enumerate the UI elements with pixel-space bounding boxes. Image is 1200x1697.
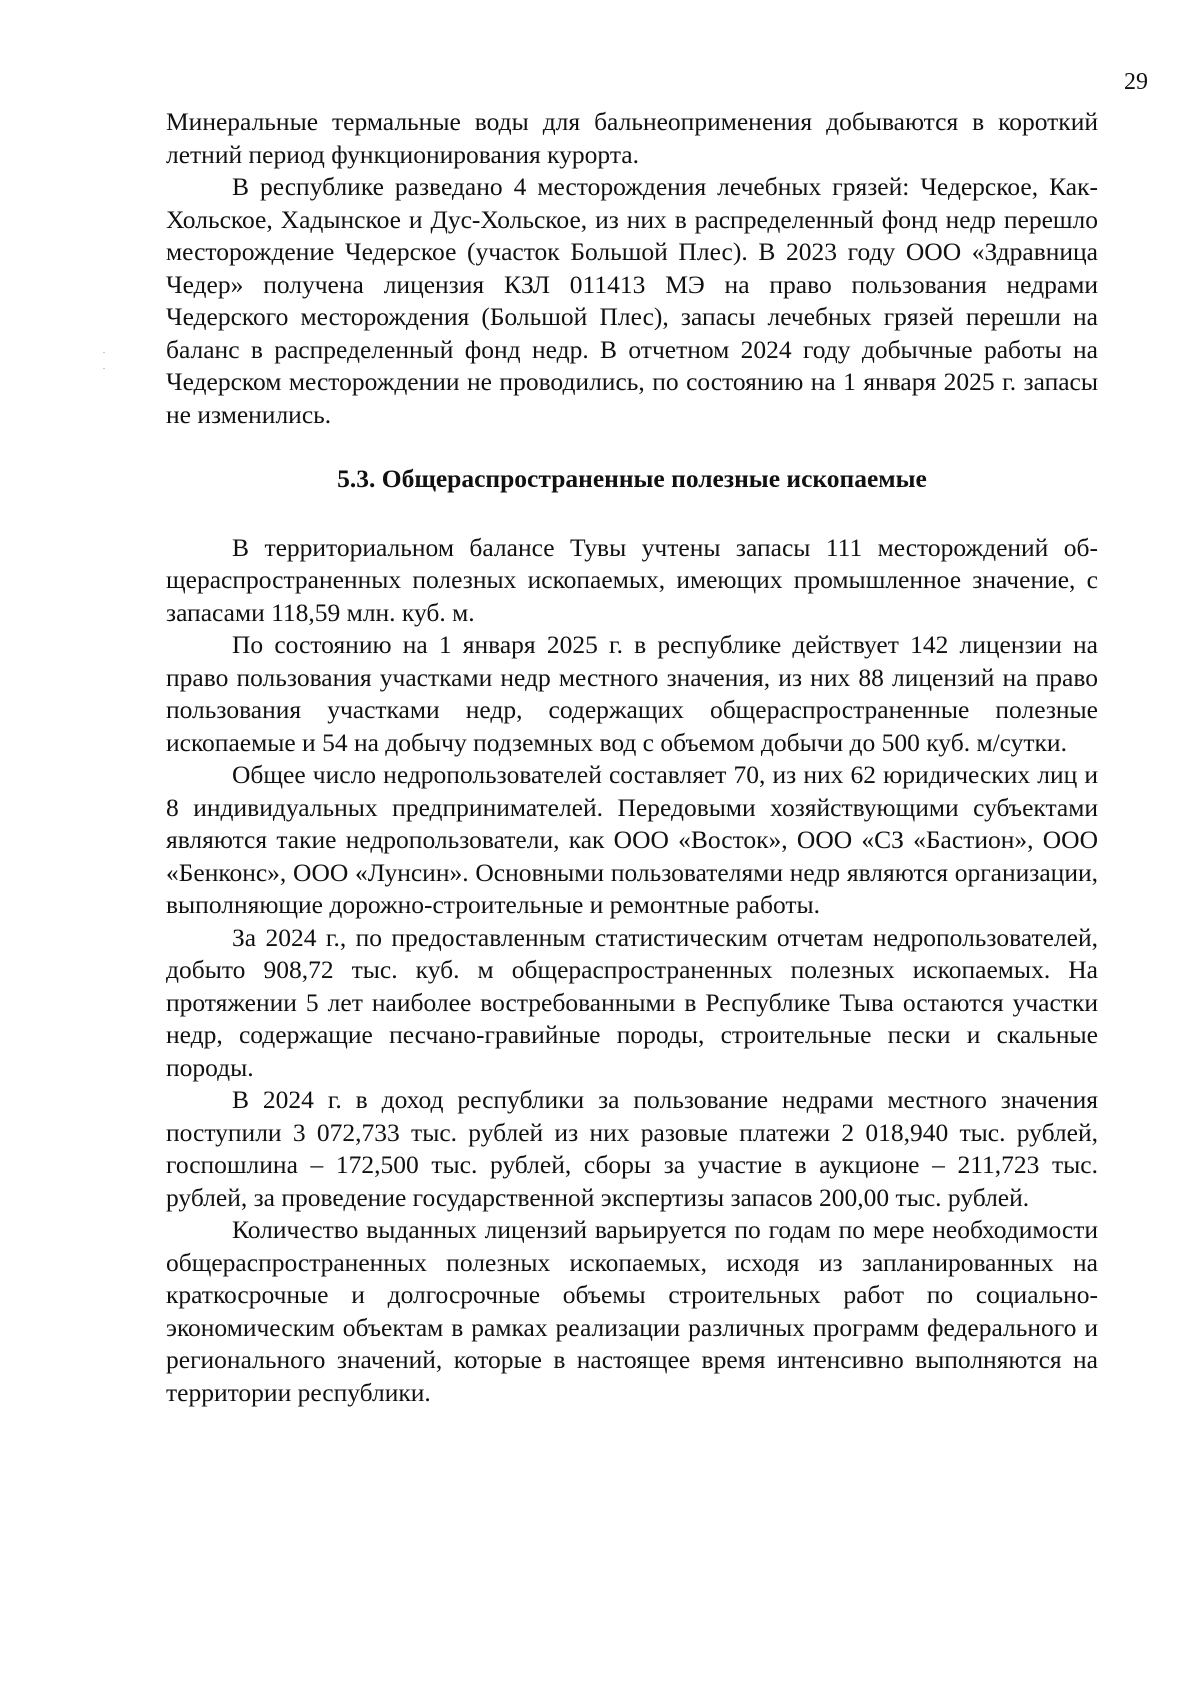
paragraph-licenses: По состоянию на 1 января 2025 г. в республике действует 142 лицензии на право пользования участками недр местного значения, из них 88 лицензий на право пользования участками недр, содержащих общераспространенные полезные ископаемые и 54 на добычу подземных вод с объемом добычи до 500 куб. м/сутки. [166,630,1098,757]
paragraph-license-count: Количество выданных лицензий варьируется по годам по мере необходимости общераспространенных полезных ископаемых, исходя из запланированных на краткосрочные и долгосрочные объемы строительных работ по социально-экономическим объектам в рамках реализации различных программ федерального и регионального значений, которые в настоящее время интенсивно выполняются на территории республики. [166,1215,1098,1407]
paragraph-therapeutic-mud: В республике разведано 4 месторождения лечебных грязей: Чедерское, Как-Хольское, Хадынское и Дус-Хольское, из них в распределенный фонд недр перешло месторождение Чедерское (участок Большой Плес). В 2023 году ООО «Здравница Чедер» получена лицензия КЗЛ 011413 МЭ на право пользования недрами Чедерского месторождения (Большой Плес), запасы лечебных грязей перешли на баланс в распределенный фонд недр. В отчетном 2024 году добычные работы на Чедерском месторождении не проводились, по состоянию на 1 января 2025 г. запасы не изменились. [166,172,1098,429]
paragraph-territorial-balance: В территориальном балансе Тувы учтены запасы 111 месторождений общераспространенных полезных ископаемых, имеющих промышленное значение, с запасами 118,59 млн. куб. м. [166,532,1098,627]
paragraph-extraction-volume: За 2024 г., по предоставленным статистическим отчетам недропользователей, добыто 908,72 тыс. куб. м общераспространенных полезных ископаемых. На протяжении 5 лет наиболее востребованными в Республике Тыва остаются участки недр, содержащие песчано-гравийные породы, строительные пески и скальные породы. [166,922,1098,1082]
document-body [166,106,1098,1409]
scan-speck [103,368,105,369]
section-heading: 5.3. Общераспространенные полезные ископаемые [337,464,927,493]
paragraph-thermal-waters: Минеральные термальные воды для бальнеоприменения добываются в короткий летний период функционирования курорта. [166,107,1098,169]
paragraph-revenue: В 2024 г. в доход республики за пользование недрами местного значения поступили 3 072,733 тыс. рублей из них разовые платежи 2 018,940 тыс. рублей, госпошлина – 172,500 тыс. рублей, сборы за участие в аукционе – 211,723 тыс. рублей, за проведение государственной экспертизы запасов 200,00 тыс. рублей. [166,1085,1098,1212]
page-number: 29 [1124,69,1148,95]
paragraph-subsoil-users: Общее число недропользователей составляет 70, из них 62 юридических лиц и 8 индивидуальных предпринимателей. Передовыми хозяйствующими субъектами являются такие недропользователи, как ООО «Восток», ООО «СЗ «Бастион», ООО «Бенконс», ООО «Лунсин». Основными пользователями недр являются организации, выполняющие дорожно-строительные и ремонтные работы. [166,760,1098,919]
scan-speck [103,352,105,353]
